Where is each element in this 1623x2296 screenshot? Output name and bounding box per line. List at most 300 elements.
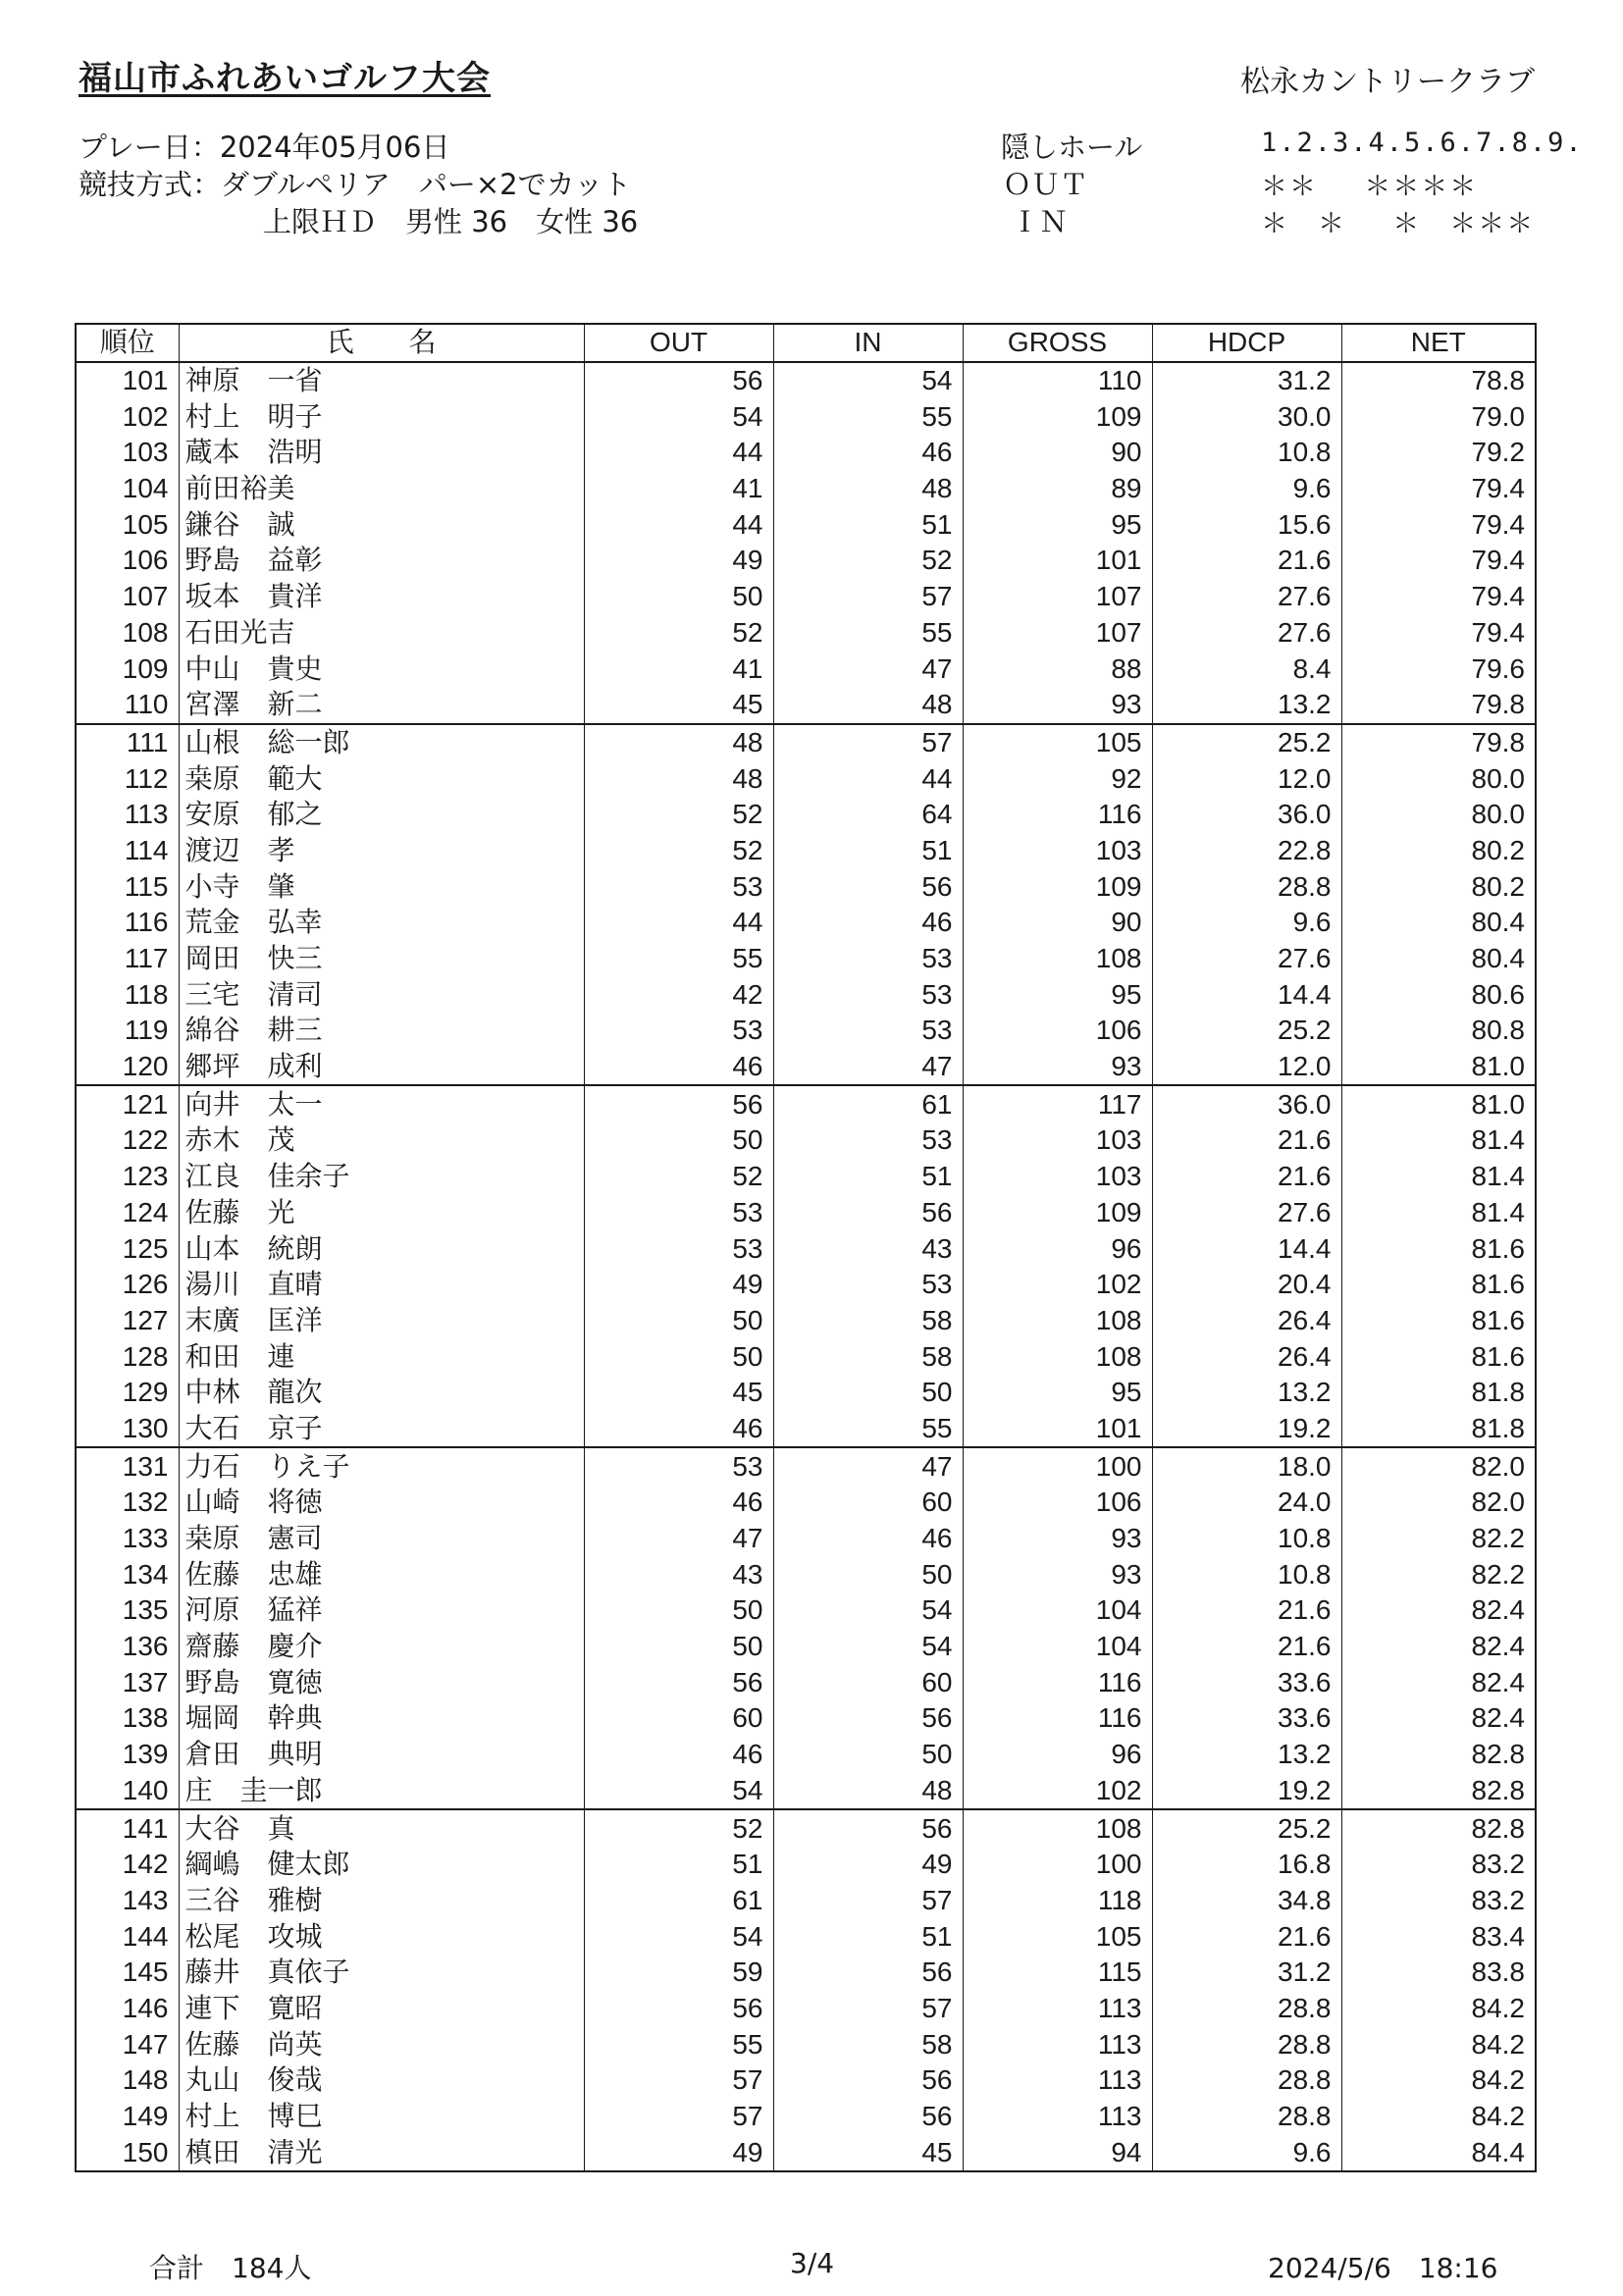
cell-gross: 89	[963, 471, 1152, 507]
cell-out: 50	[584, 1592, 773, 1629]
cell-name: 藤井 真依子	[179, 1955, 584, 1991]
cell-gross: 102	[963, 1773, 1152, 1810]
cell-gross: 109	[963, 398, 1152, 435]
cell-rank: 131	[76, 1447, 179, 1485]
cell-hdcp: 27.6	[1152, 1195, 1341, 1231]
table-header-row	[76, 324, 1536, 362]
table-row	[76, 615, 1536, 652]
cell-net: 79.8	[1341, 724, 1536, 761]
cell-net: 82.4	[1341, 1700, 1536, 1737]
table-row	[76, 797, 1536, 833]
cell-gross: 92	[963, 760, 1152, 797]
cell-in: 49	[773, 1847, 963, 1883]
cell-out: 56	[584, 362, 773, 399]
table-row	[76, 1737, 1536, 1773]
cell-rank: 128	[76, 1338, 179, 1375]
cell-net: 81.6	[1341, 1230, 1536, 1267]
table-row	[76, 1485, 1536, 1521]
cell-rank: 111	[76, 724, 179, 761]
cell-out: 61	[584, 1883, 773, 1919]
cell-out: 53	[584, 1447, 773, 1485]
cell-name: 綿谷 耕三	[179, 1013, 584, 1049]
cell-out: 46	[584, 1485, 773, 1521]
in-label: ＩＮ	[1011, 205, 1069, 238]
table-row	[76, 1991, 1536, 2027]
cell-net: 79.4	[1341, 615, 1536, 652]
cell-hdcp: 24.0	[1152, 1485, 1341, 1521]
cell-net: 82.8	[1341, 1773, 1536, 1810]
table-row	[76, 1700, 1536, 1737]
cell-out: 56	[584, 1991, 773, 2027]
cell-out: 52	[584, 1809, 773, 1847]
table-row	[76, 1085, 1536, 1122]
cell-out: 55	[584, 2026, 773, 2062]
cell-hdcp: 36.0	[1152, 1085, 1341, 1122]
cell-gross: 95	[963, 506, 1152, 543]
table-row	[76, 760, 1536, 797]
cell-name: 江良 佳余子	[179, 1159, 584, 1195]
table-row	[76, 724, 1536, 761]
cell-in: 56	[773, 1955, 963, 1991]
cell-hdcp: 34.8	[1152, 1883, 1341, 1919]
cell-name: 和田 連	[179, 1338, 584, 1375]
cell-out: 57	[584, 2062, 773, 2099]
cell-name: 鎌谷 誠	[179, 506, 584, 543]
cell-hdcp: 10.8	[1152, 1521, 1341, 1557]
cell-gross: 103	[963, 1122, 1152, 1159]
table-row	[76, 1303, 1536, 1339]
cell-gross: 110	[963, 362, 1152, 399]
cell-name: 野島 寛徳	[179, 1664, 584, 1700]
cell-name: 石田光吉	[179, 615, 584, 652]
cell-hdcp: 19.2	[1152, 1773, 1341, 1810]
cell-name: 桒原 憲司	[179, 1521, 584, 1557]
cell-net: 80.4	[1341, 941, 1536, 977]
cell-name: 綱嶋 健太郎	[179, 1847, 584, 1883]
cell-net: 80.4	[1341, 905, 1536, 941]
cell-hdcp: 27.6	[1152, 615, 1341, 652]
cell-out: 48	[584, 760, 773, 797]
table-row	[76, 976, 1536, 1013]
table-row	[76, 2099, 1536, 2135]
cell-out: 50	[584, 579, 773, 615]
cell-out: 44	[584, 435, 773, 471]
cell-net: 83.8	[1341, 1955, 1536, 1991]
cell-name: 荒金 弘幸	[179, 905, 584, 941]
cell-name: 力石 りえ子	[179, 1447, 584, 1485]
cell-hdcp: 36.0	[1152, 797, 1341, 833]
cell-in: 53	[773, 1013, 963, 1049]
cell-gross: 109	[963, 868, 1152, 905]
cell-hdcp: 20.4	[1152, 1267, 1341, 1303]
cell-hdcp: 28.8	[1152, 2026, 1341, 2062]
cell-rank: 101	[76, 362, 179, 399]
table-row	[76, 1375, 1536, 1411]
cell-net: 82.8	[1341, 1737, 1536, 1773]
cell-name: 齋藤 慶介	[179, 1629, 584, 1665]
col-header-out: OUT	[584, 324, 773, 362]
cell-name: 河原 猛祥	[179, 1592, 584, 1629]
cell-gross: 95	[963, 976, 1152, 1013]
cell-gross: 115	[963, 1955, 1152, 1991]
cell-name: 大谷 真	[179, 1809, 584, 1847]
cell-in: 50	[773, 1556, 963, 1592]
cell-hdcp: 25.2	[1152, 1809, 1341, 1847]
cell-hdcp: 26.4	[1152, 1303, 1341, 1339]
cell-rank: 108	[76, 615, 179, 652]
page-number: 3/4	[790, 2247, 835, 2279]
cell-gross: 100	[963, 1847, 1152, 1883]
cell-net: 84.2	[1341, 1991, 1536, 2027]
cell-in: 53	[773, 976, 963, 1013]
cell-in: 47	[773, 651, 963, 687]
cell-net: 81.0	[1341, 1085, 1536, 1122]
printed-timestamp: 2024/5/6 18:16	[1268, 2252, 1498, 2284]
hidden-holes: 1.2.3.4.5.6.7.8.9.	[1261, 128, 1584, 158]
cell-in: 46	[773, 905, 963, 941]
cell-rank: 146	[76, 1991, 179, 2027]
table-row	[76, 833, 1536, 869]
cell-gross: 118	[963, 1883, 1152, 1919]
results-body	[76, 362, 1536, 2171]
results-table	[75, 323, 1537, 2172]
cell-out: 52	[584, 615, 773, 652]
table-row	[76, 506, 1536, 543]
cell-hdcp: 13.2	[1152, 1375, 1341, 1411]
cell-hdcp: 13.2	[1152, 1737, 1341, 1773]
cell-name: 野島 益彰	[179, 543, 584, 579]
table-row	[76, 435, 1536, 471]
cell-name: 湯川 直晴	[179, 1267, 584, 1303]
cell-hdcp: 28.8	[1152, 2062, 1341, 2099]
cell-hdcp: 21.6	[1152, 1629, 1341, 1665]
cell-rank: 113	[76, 797, 179, 833]
cell-rank: 145	[76, 1955, 179, 1991]
cell-net: 80.0	[1341, 760, 1536, 797]
cell-net: 79.4	[1341, 543, 1536, 579]
cell-rank: 149	[76, 2099, 179, 2135]
cell-out: 54	[584, 398, 773, 435]
cell-in: 56	[773, 868, 963, 905]
cell-in: 56	[773, 2062, 963, 2099]
cell-net: 82.0	[1341, 1447, 1536, 1485]
cell-name: 村上 博巳	[179, 2099, 584, 2135]
cell-net: 80.2	[1341, 868, 1536, 905]
cell-rank: 122	[76, 1122, 179, 1159]
cell-in: 46	[773, 1521, 963, 1557]
cell-out: 54	[584, 1918, 773, 1955]
table-row	[76, 1664, 1536, 1700]
cell-rank: 140	[76, 1773, 179, 1810]
cell-hdcp: 28.8	[1152, 1991, 1341, 2027]
cell-hdcp: 14.4	[1152, 976, 1341, 1013]
cell-rank: 119	[76, 1013, 179, 1049]
cell-in: 53	[773, 1267, 963, 1303]
cell-name: 倉田 典明	[179, 1737, 584, 1773]
cell-hdcp: 28.8	[1152, 868, 1341, 905]
cell-hdcp: 9.6	[1152, 471, 1341, 507]
cell-name: 郷坪 成利	[179, 1049, 584, 1086]
cell-gross: 93	[963, 1556, 1152, 1592]
cell-rank: 130	[76, 1411, 179, 1448]
cell-net: 81.8	[1341, 1375, 1536, 1411]
cell-rank: 144	[76, 1918, 179, 1955]
cell-gross: 106	[963, 1485, 1152, 1521]
cell-gross: 95	[963, 1375, 1152, 1411]
cell-out: 43	[584, 1556, 773, 1592]
cell-rank: 103	[76, 435, 179, 471]
cell-gross: 96	[963, 1737, 1152, 1773]
cell-rank: 124	[76, 1195, 179, 1231]
cell-out: 60	[584, 1700, 773, 1737]
table-row	[76, 1411, 1536, 1448]
cell-name: 三谷 雅樹	[179, 1883, 584, 1919]
cell-net: 83.4	[1341, 1918, 1536, 1955]
cell-gross: 108	[963, 1809, 1152, 1847]
cell-rank: 138	[76, 1700, 179, 1737]
table-row	[76, 1195, 1536, 1231]
cell-hdcp: 16.8	[1152, 1847, 1341, 1883]
cell-out: 50	[584, 1338, 773, 1375]
competition-format: 競技方式：ダブルペリア パー×2でカット	[79, 168, 632, 201]
table-row	[76, 1773, 1536, 1810]
cell-in: 48	[773, 687, 963, 724]
cell-hdcp: 21.6	[1152, 1592, 1341, 1629]
cell-rank: 121	[76, 1085, 179, 1122]
cell-rank: 120	[76, 1049, 179, 1086]
cell-rank: 134	[76, 1556, 179, 1592]
table-row	[76, 1556, 1536, 1592]
cell-out: 52	[584, 1159, 773, 1195]
cell-gross: 117	[963, 1085, 1152, 1122]
cell-out: 53	[584, 868, 773, 905]
cell-name: 赤木 茂	[179, 1122, 584, 1159]
cell-in: 53	[773, 941, 963, 977]
cell-hdcp: 10.8	[1152, 1556, 1341, 1592]
handicap-limit: 上限ＨＤ 男性 36 女性 36	[263, 205, 639, 238]
cell-out: 53	[584, 1013, 773, 1049]
cell-net: 82.8	[1341, 1809, 1536, 1847]
cell-net: 79.4	[1341, 471, 1536, 507]
table-row	[76, 941, 1536, 977]
cell-net: 78.8	[1341, 362, 1536, 399]
cell-in: 56	[773, 1700, 963, 1737]
cell-gross: 101	[963, 1411, 1152, 1448]
cell-name: 佐藤 尚英	[179, 2026, 584, 2062]
cell-net: 81.6	[1341, 1303, 1536, 1339]
cell-gross: 101	[963, 543, 1152, 579]
cell-net: 83.2	[1341, 1847, 1536, 1883]
cell-hdcp: 12.0	[1152, 760, 1341, 797]
cell-rank: 112	[76, 760, 179, 797]
cell-name: 村上 明子	[179, 398, 584, 435]
cell-in: 46	[773, 435, 963, 471]
cell-in: 57	[773, 724, 963, 761]
cell-gross: 113	[963, 2099, 1152, 2135]
cell-net: 79.4	[1341, 506, 1536, 543]
cell-in: 57	[773, 1883, 963, 1919]
cell-rank: 129	[76, 1375, 179, 1411]
cell-rank: 147	[76, 2026, 179, 2062]
cell-out: 56	[584, 1085, 773, 1122]
cell-in: 56	[773, 2099, 963, 2135]
cell-hdcp: 21.6	[1152, 1918, 1341, 1955]
cell-out: 45	[584, 1375, 773, 1411]
cell-out: 50	[584, 1629, 773, 1665]
cell-out: 42	[584, 976, 773, 1013]
cell-rank: 105	[76, 506, 179, 543]
cell-name: 神原 一省	[179, 362, 584, 399]
table-row	[76, 868, 1536, 905]
cell-gross: 105	[963, 724, 1152, 761]
cell-net: 81.6	[1341, 1338, 1536, 1375]
cell-rank: 109	[76, 651, 179, 687]
cell-out: 49	[584, 1267, 773, 1303]
cell-rank: 148	[76, 2062, 179, 2099]
cell-name: 中林 龍次	[179, 1375, 584, 1411]
cell-net: 79.4	[1341, 579, 1536, 615]
table-row	[76, 362, 1536, 399]
cell-rank: 150	[76, 2134, 179, 2171]
cell-rank: 125	[76, 1230, 179, 1267]
cell-in: 60	[773, 1485, 963, 1521]
cell-hdcp: 18.0	[1152, 1447, 1341, 1485]
cell-net: 84.2	[1341, 2026, 1536, 2062]
cell-gross: 100	[963, 1447, 1152, 1485]
cell-hdcp: 15.6	[1152, 506, 1341, 543]
col-header-net: NET	[1341, 324, 1536, 362]
cell-name: 大石 京子	[179, 1411, 584, 1448]
cell-gross: 108	[963, 941, 1152, 977]
table-row	[76, 905, 1536, 941]
cell-out: 53	[584, 1195, 773, 1231]
cell-net: 82.4	[1341, 1592, 1536, 1629]
table-row	[76, 2026, 1536, 2062]
cell-out: 56	[584, 1664, 773, 1700]
document-title: 福山市ふれあいゴルフ大会	[79, 59, 491, 98]
cell-net: 81.6	[1341, 1267, 1536, 1303]
cell-gross: 107	[963, 579, 1152, 615]
cell-rank: 115	[76, 868, 179, 905]
cell-out: 53	[584, 1230, 773, 1267]
cell-hdcp: 14.4	[1152, 1230, 1341, 1267]
cell-name: 小寺 肇	[179, 868, 584, 905]
cell-out: 52	[584, 797, 773, 833]
cell-name: 丸山 俊哉	[179, 2062, 584, 2099]
cell-in: 55	[773, 615, 963, 652]
cell-in: 64	[773, 797, 963, 833]
cell-name: 桒原 範大	[179, 760, 584, 797]
cell-out: 52	[584, 833, 773, 869]
cell-gross: 94	[963, 2134, 1152, 2171]
table-row	[76, 1955, 1536, 1991]
cell-rank: 127	[76, 1303, 179, 1339]
cell-out: 47	[584, 1521, 773, 1557]
cell-rank: 141	[76, 1809, 179, 1847]
cell-hdcp: 13.2	[1152, 687, 1341, 724]
table-row	[76, 1122, 1536, 1159]
cell-gross: 93	[963, 687, 1152, 724]
cell-net: 80.2	[1341, 833, 1536, 869]
cell-net: 82.2	[1341, 1556, 1536, 1592]
cell-name: 蔵本 浩明	[179, 435, 584, 471]
cell-hdcp: 26.4	[1152, 1338, 1341, 1375]
cell-out: 59	[584, 1955, 773, 1991]
out-label: ＯＵＴ	[1003, 168, 1089, 201]
cell-rank: 117	[76, 941, 179, 977]
cell-in: 55	[773, 1411, 963, 1448]
cell-gross: 108	[963, 1338, 1152, 1375]
cell-in: 48	[773, 1773, 963, 1810]
cell-gross: 106	[963, 1013, 1152, 1049]
cell-net: 82.4	[1341, 1664, 1536, 1700]
cell-rank: 133	[76, 1521, 179, 1557]
cell-out: 44	[584, 905, 773, 941]
cell-out: 54	[584, 1773, 773, 1810]
cell-out: 45	[584, 687, 773, 724]
cell-rank: 123	[76, 1159, 179, 1195]
cell-out: 41	[584, 651, 773, 687]
cell-gross: 104	[963, 1592, 1152, 1629]
cell-gross: 96	[963, 1230, 1152, 1267]
cell-in: 47	[773, 1049, 963, 1086]
cell-name: 岡田 快三	[179, 941, 584, 977]
cell-gross: 113	[963, 1991, 1152, 2027]
cell-net: 84.2	[1341, 2099, 1536, 2135]
cell-out: 46	[584, 1049, 773, 1086]
cell-out: 50	[584, 1303, 773, 1339]
cell-net: 79.2	[1341, 435, 1536, 471]
cell-in: 58	[773, 1338, 963, 1375]
cell-in: 56	[773, 1809, 963, 1847]
cell-out: 55	[584, 941, 773, 977]
cell-rank: 114	[76, 833, 179, 869]
cell-gross: 116	[963, 1700, 1152, 1737]
cell-in: 47	[773, 1447, 963, 1485]
cell-hdcp: 25.2	[1152, 724, 1341, 761]
table-row	[76, 1918, 1536, 1955]
table-row	[76, 1159, 1536, 1195]
cell-rank: 135	[76, 1592, 179, 1629]
cell-hdcp: 10.8	[1152, 435, 1341, 471]
cell-net: 81.4	[1341, 1122, 1536, 1159]
cell-in: 44	[773, 760, 963, 797]
table-row	[76, 579, 1536, 615]
table-row	[76, 2062, 1536, 2099]
table-row	[76, 471, 1536, 507]
cell-net: 80.8	[1341, 1013, 1536, 1049]
cell-net: 82.4	[1341, 1629, 1536, 1665]
cell-in: 54	[773, 1629, 963, 1665]
cell-name: 三宅 清司	[179, 976, 584, 1013]
cell-out: 57	[584, 2099, 773, 2135]
cell-out: 48	[584, 724, 773, 761]
cell-in: 58	[773, 1303, 963, 1339]
cell-net: 81.4	[1341, 1159, 1536, 1195]
table-row	[76, 687, 1536, 724]
cell-net: 80.6	[1341, 976, 1536, 1013]
cell-name: 槙田 清光	[179, 2134, 584, 2171]
table-row	[76, 1049, 1536, 1086]
cell-hdcp: 9.6	[1152, 905, 1341, 941]
cell-name: 宮澤 新二	[179, 687, 584, 724]
cell-gross: 93	[963, 1521, 1152, 1557]
cell-net: 80.0	[1341, 797, 1536, 833]
cell-out: 51	[584, 1847, 773, 1883]
cell-in: 51	[773, 833, 963, 869]
cell-out: 49	[584, 543, 773, 579]
cell-in: 53	[773, 1122, 963, 1159]
